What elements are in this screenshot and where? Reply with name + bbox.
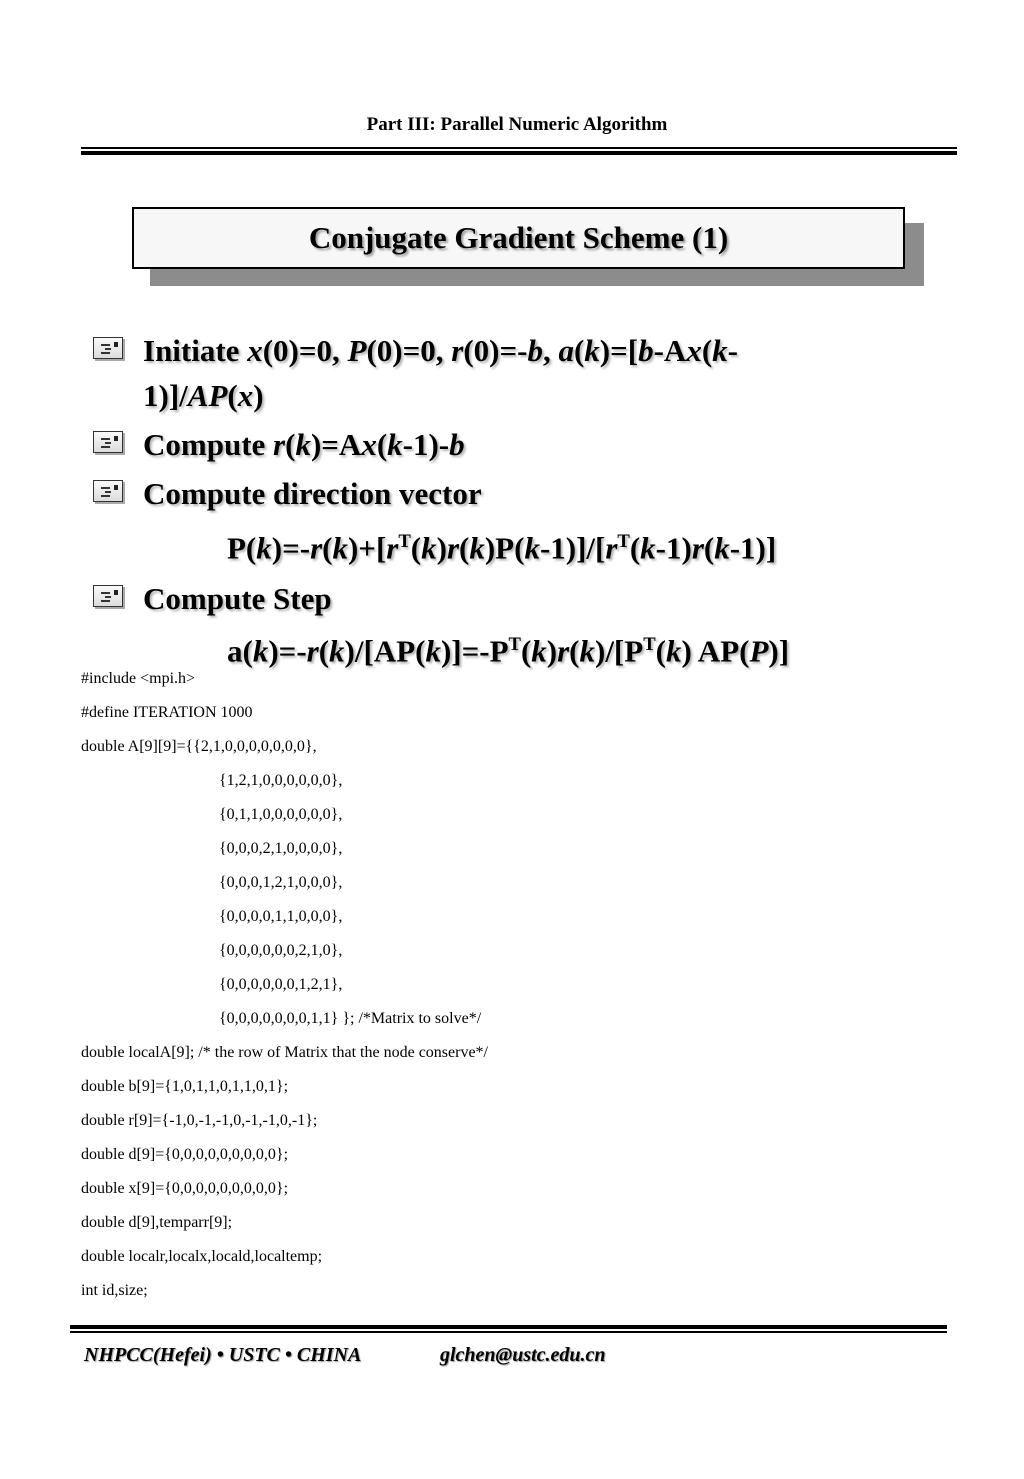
code-line: #define ITERATION 1000 [81, 704, 253, 721]
header-rule-thick [81, 151, 957, 155]
code-line: double b[9]={1,0,1,1,0,1,1,0,1}; [81, 1078, 289, 1095]
code-line: double x[9]={0,0,0,0,0,0,0,0,0}; [81, 1180, 289, 1197]
code-line: double d[9],temparr[9]; [81, 1214, 233, 1231]
step-formula: $a(k)=-r(k)/[AP(k)]=-P^T(k)r(k)/[P^T(k)$ AP(P)] [227, 633, 790, 669]
header-rule [81, 147, 957, 149]
list-bullet-icon [93, 337, 123, 359]
bullet-step-text: Compute Step [143, 581, 332, 617]
title-box [132, 207, 905, 269]
code-line: #include <mpi.h> [81, 670, 196, 687]
code-line: {0,0,0,2,1,0,0,0,0}, [219, 840, 343, 857]
list-bullet-icon [93, 431, 123, 453]
code-line: {1,2,1,0,0,0,0,0,0}, [219, 772, 343, 789]
code-line: {0,1,1,0,0,0,0,0,0}, [219, 806, 343, 823]
code-line: double r[9]={-1,0,-1,-1,0,-1,-1,0,-1}; [81, 1112, 318, 1129]
bullet-direction [90, 471, 950, 516]
code-line: {0,0,0,0,0,0,1,2,1}, [219, 976, 343, 993]
code-line: double d[9]={0,0,0,0,0,0,0,0,0}; [81, 1146, 289, 1163]
footer-rule [70, 1331, 947, 1333]
code-line: {0,0,0,0,0,0,2,1,0}, [219, 942, 343, 959]
slide-title: Conjugate Gradient Scheme (1) [308, 220, 729, 255]
code-line: int id,size; [81, 1282, 148, 1299]
direction-formula: $P(k)=-r(k)+[r^T(k)r(k)P(k-1)]/[r^T(k-1)r(k-1)]$ [227, 530, 777, 566]
code-line: double localA[9]; /* the row of Matrix that the node conserve*/ [81, 1044, 488, 1061]
footer-rule-thick [70, 1325, 947, 1329]
bullet-step [90, 576, 950, 621]
page-footer [84, 1344, 606, 1367]
bullet-initiate [90, 328, 950, 418]
code-line: {0,0,0,0,1,1,0,0,0}, [219, 908, 343, 925]
bullet-direction-text: Compute direction vector [143, 476, 482, 511]
code-line: {0,0,0,0,0,0,0,1,1} }; /*Matrix to solve*/ [219, 1010, 482, 1027]
code-line: {0,0,0,1,2,1,0,0,0}, [219, 874, 343, 891]
list-bullet-icon [93, 585, 123, 607]
bullet-list [90, 328, 950, 676]
code-line: double localr,localx,locald,localtemp; [81, 1248, 323, 1265]
page-header: Part III: Parallel Numeric Algorithm [366, 114, 668, 135]
bullet-compute-r [90, 422, 950, 467]
bullet-initiate-text: Initiate x(0)=0, P(0)=0, r(0)=-b, a(k)=[b-Ax(k- 1)]/AP(x) [143, 333, 738, 413]
footer-org: NHPCC(Hefei) • USTC • CHINA [84, 1344, 362, 1366]
bullet-compute-r-text: Compute r(k)=Ax(k-1)-b [143, 427, 465, 462]
code-listing [81, 668, 488, 1314]
list-bullet-icon [93, 480, 123, 502]
code-line: double A[9][9]={{2,1,0,0,0,0,0,0,0}, [81, 738, 317, 755]
footer-email: glchen@ustc.edu.cn [440, 1344, 606, 1366]
